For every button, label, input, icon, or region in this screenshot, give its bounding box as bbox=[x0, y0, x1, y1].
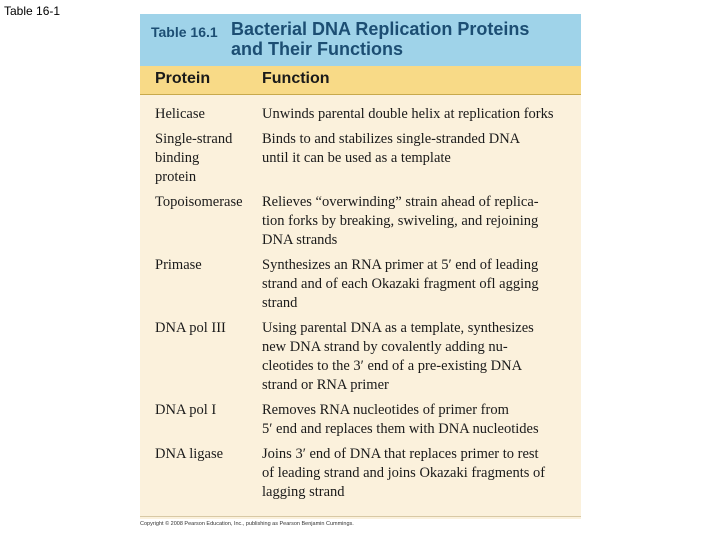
protein-name-line: protein bbox=[155, 169, 197, 185]
function-cell bbox=[262, 319, 574, 395]
function-text-line: strand bbox=[262, 295, 298, 311]
header-divider bbox=[140, 94, 581, 95]
function-text-line: DNA strands bbox=[262, 232, 338, 248]
function-text-line: Unwinds parental double helix at replication forks bbox=[262, 106, 554, 122]
table-row bbox=[140, 130, 581, 187]
protein-table bbox=[140, 14, 581, 519]
table-row bbox=[140, 256, 581, 313]
protein-name-line: DNA pol III bbox=[155, 320, 226, 336]
protein-cell bbox=[140, 401, 262, 439]
column-header-protein: Protein bbox=[155, 70, 211, 87]
function-cell bbox=[262, 105, 574, 124]
function-cell bbox=[262, 130, 574, 187]
table-caption-line-2: and Their Functions bbox=[231, 39, 404, 59]
slide-title: Table 16-1 bbox=[4, 4, 61, 18]
table-row bbox=[140, 445, 581, 502]
function-text-line: of leading strand and joins Okazaki fragments of bbox=[262, 465, 546, 481]
function-text-line: lagging strand bbox=[262, 484, 345, 500]
protein-name-line: binding bbox=[155, 150, 200, 166]
function-text-line: until it can be used as a template bbox=[262, 150, 451, 166]
function-cell bbox=[262, 193, 574, 250]
function-text-line: new DNA strand by covalently adding nu- bbox=[262, 339, 508, 355]
protein-name-line: Primase bbox=[155, 257, 202, 273]
table-row bbox=[140, 319, 581, 395]
function-text-line: tion forks by breaking, swiveling, and rejoining bbox=[262, 213, 539, 229]
protein-name-line: DNA ligase bbox=[155, 446, 224, 462]
table-body bbox=[140, 105, 581, 508]
protein-cell bbox=[140, 105, 262, 124]
function-text-line: strand and of each Okazaki fragment ofl agging bbox=[262, 276, 539, 292]
table-caption-line-1: Bacterial DNA Replication Proteins bbox=[231, 19, 530, 39]
table-number: Table 16.1 bbox=[151, 24, 218, 40]
function-cell bbox=[262, 445, 574, 502]
function-text-line: Removes RNA nucleotides of primer from bbox=[262, 402, 509, 418]
protein-name-line: DNA pol I bbox=[155, 402, 217, 418]
table-title-band bbox=[140, 14, 581, 66]
protein-name-line: Single-strand bbox=[155, 131, 233, 147]
function-text-line: Joins 3′ end of DNA that replaces primer to rest bbox=[262, 446, 539, 462]
table-row bbox=[140, 401, 581, 439]
protein-name-line: Helicase bbox=[155, 106, 205, 122]
function-text-line: Relieves “overwinding” strain ahead of replica- bbox=[262, 194, 539, 210]
function-text-line: 5′ end and replaces them with DNA nucleotides bbox=[262, 421, 539, 437]
table-row bbox=[140, 105, 581, 124]
protein-name-line: Topoisomerase bbox=[155, 194, 243, 210]
protein-cell bbox=[140, 256, 262, 313]
protein-cell bbox=[140, 445, 262, 502]
protein-cell bbox=[140, 193, 262, 250]
function-cell bbox=[262, 401, 574, 439]
table-caption bbox=[231, 19, 571, 59]
protein-cell bbox=[140, 130, 262, 187]
bottom-divider bbox=[140, 516, 581, 517]
function-cell bbox=[262, 256, 574, 313]
protein-cell bbox=[140, 319, 262, 395]
function-text-line: cleotides to the 3′ end of a pre-existing DNA bbox=[262, 358, 523, 374]
function-text-line: Using parental DNA as a template, synthesizes bbox=[262, 320, 534, 336]
function-text-line: strand or RNA primer bbox=[262, 377, 389, 393]
copyright-notice: Copyright © 2008 Pearson Education, Inc., publishing as Pearson Benjamin Cummings. bbox=[140, 521, 354, 527]
function-text-line: Synthesizes an RNA primer at 5′ end of leading bbox=[262, 257, 539, 273]
function-text-line: Binds to and stabilizes single-stranded DNA bbox=[262, 131, 521, 147]
column-header-function: Function bbox=[262, 70, 330, 87]
column-header-row bbox=[140, 66, 581, 94]
table-row bbox=[140, 193, 581, 250]
